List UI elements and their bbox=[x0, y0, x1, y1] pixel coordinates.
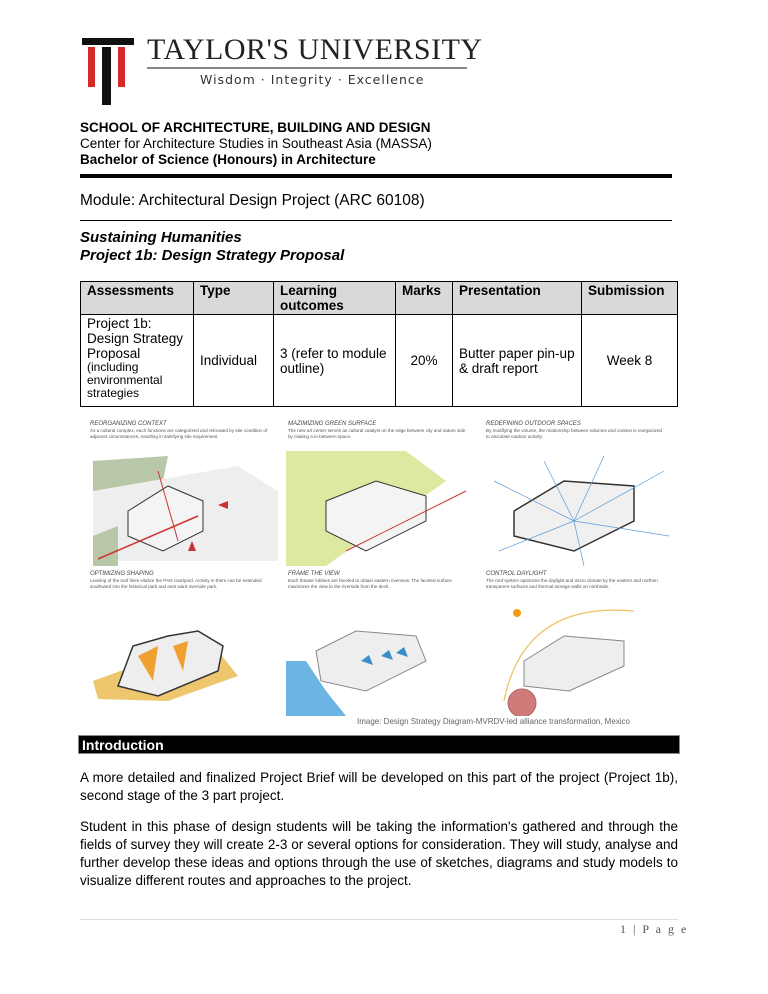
image-credit: Image: Design Strategy Diagram-MVRDV-led alliance transformation, Mexico bbox=[357, 717, 630, 726]
project-title: Sustaining Humanities bbox=[80, 229, 242, 246]
diagram-panel bbox=[484, 421, 679, 569]
introduction-heading: Introduction bbox=[78, 735, 680, 754]
panel-caption: The new art center serves as cultural catalyst on the edge between city and nature side by making a in-between space. bbox=[288, 428, 466, 439]
project-subtitle: Project 1b: Design Strategy Proposal bbox=[80, 247, 345, 264]
intro-paragraph-1: A more detailed and finalized Project Brief will be developed on this part of the project (Project 1b), second stage of the 3 part project. bbox=[80, 770, 678, 803]
divider bbox=[80, 174, 672, 178]
frame-view-icon bbox=[286, 591, 481, 716]
cell-marks: 20% bbox=[396, 315, 453, 407]
green-surface-icon bbox=[286, 441, 481, 566]
module-title: Module: Architectural Design Project (ARC 60108) bbox=[80, 192, 425, 209]
cell-outcomes: 3 (refer to module outline) bbox=[274, 315, 396, 407]
panel-title: REORGANIZING CONTEXT bbox=[90, 421, 167, 427]
header-outcomes: Learning outcomes bbox=[274, 282, 396, 315]
logo-emblem-icon bbox=[82, 38, 134, 106]
center-name: Center for Architecture Studies in Southeast Asia (MASSA) bbox=[80, 136, 432, 151]
diagram-panel bbox=[286, 571, 481, 719]
intro-paragraph-2: Student in this phase of design students will be taking the information's gathered and through the fields of survey they will create 2-3 or several options for consideration. They will study, analyse and further develop these ideas and options through the use of sketches, diagrams and study models to visualize different routes and approaches to the project. bbox=[80, 819, 678, 888]
daylight-icon bbox=[484, 591, 679, 716]
page-number: 1 | P a g e bbox=[620, 922, 689, 936]
diagram-panel bbox=[88, 421, 283, 569]
design-strategy-diagram bbox=[88, 415, 680, 713]
panel-title: REDEFINING OUTDOOR SPACES bbox=[486, 421, 581, 427]
header-submission: Submission bbox=[582, 282, 678, 315]
roof-shaping-icon bbox=[88, 591, 283, 716]
assessment-table bbox=[80, 281, 678, 407]
panel-title: CONTROL DAYLIGHT bbox=[486, 571, 547, 577]
cell-type: Individual bbox=[194, 315, 274, 407]
school-name: SCHOOL OF ARCHITECTURE, BUILDING AND DESIGN bbox=[80, 120, 431, 135]
panel-title: OPTIMIZING SHAPING bbox=[90, 571, 154, 577]
programme-name: Bachelor of Science (Honours) in Architecture bbox=[80, 152, 376, 167]
footer-divider bbox=[80, 919, 678, 920]
panel-caption: As a cultural complex, each functions are categorized and relocated by site condition of adjacent circumstances, resulting in satisfying site requirement. bbox=[90, 428, 268, 439]
header-assessments: Assessments bbox=[81, 282, 194, 315]
panel-caption: By modifying the volume, the relationship between volumes and context is reorganized to articulate outdoor activity. bbox=[486, 428, 662, 439]
table-row bbox=[81, 315, 678, 407]
cell-assessment bbox=[81, 315, 194, 407]
table-header-row bbox=[81, 282, 678, 315]
panel-caption: Each theater lobbies are faceted to obtain eastern riverview. The faceted surface maximizes the view to the riverside from the deck. bbox=[288, 578, 452, 589]
divider bbox=[80, 220, 672, 221]
header-type: Type bbox=[194, 282, 274, 315]
panel-title: MAZIMIZING GREEN SURFACE bbox=[288, 421, 377, 427]
diagram-panel bbox=[286, 421, 481, 569]
panel-caption: Leaning of the roof lines vitalize the PAN courtyard. Activity in there can be extended southward into the historical park and east ward riverside park. bbox=[90, 578, 262, 589]
diagram-panel bbox=[484, 571, 679, 719]
outdoor-spaces-icon bbox=[484, 441, 679, 566]
university-logo bbox=[82, 38, 134, 106]
header-marks: Marks bbox=[396, 282, 453, 315]
site-diagram-icon bbox=[88, 441, 283, 566]
logo-tagline: Wisdom · Integrity · Excellence bbox=[200, 72, 425, 87]
cell-submission: Week 8 bbox=[582, 315, 678, 407]
logo-divider bbox=[147, 67, 467, 69]
panel-caption: The roof system optimizes the daylight and micro climate by the eastern and northen transparent surfaces and thermal storage walls on northside. bbox=[486, 578, 658, 589]
assessment-name: Project 1b: Design Strategy Proposal bbox=[87, 316, 184, 361]
panel-title: FRAME THE VIEW bbox=[288, 571, 340, 577]
cell-presentation: Butter paper pin-up & draft report bbox=[453, 315, 582, 407]
header-presentation: Presentation bbox=[453, 282, 582, 315]
logo-title: TAYLOR'S UNIVERSITY bbox=[147, 33, 483, 66]
assessment-note: (including environmental strategies bbox=[87, 360, 163, 400]
diagram-panel bbox=[88, 571, 283, 719]
